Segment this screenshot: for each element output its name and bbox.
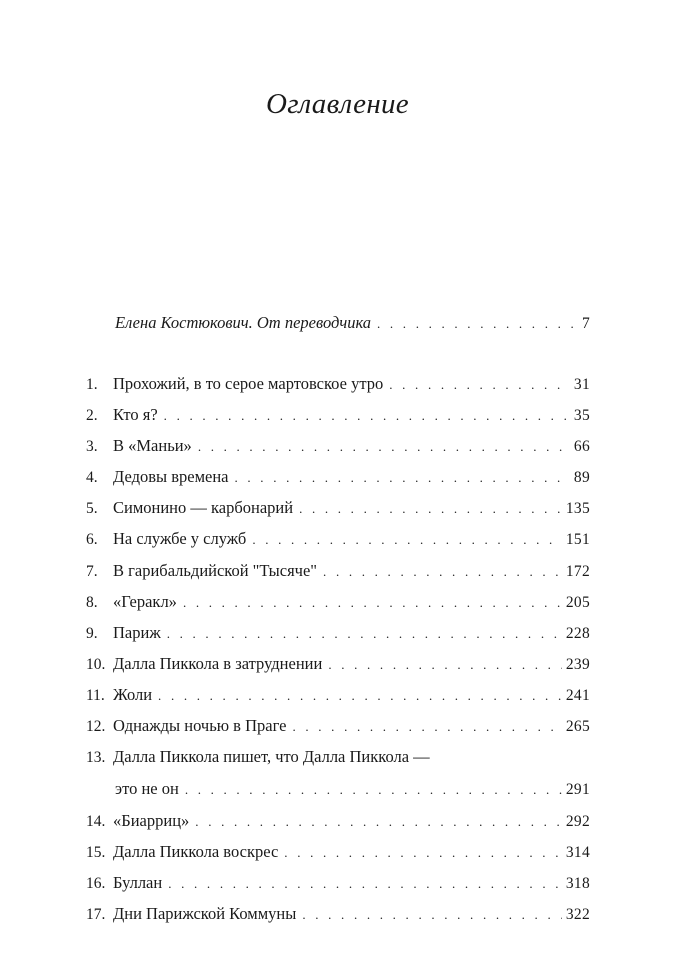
dot-leader	[168, 873, 562, 895]
chapter-title: Кто я?	[113, 405, 158, 424]
toc-entry[interactable]	[86, 497, 590, 519]
toc-page-number: 291	[565, 781, 590, 798]
chapter-number: 8.	[86, 594, 98, 611]
dot-leader	[158, 685, 562, 707]
chapter-number: 6.	[86, 531, 98, 548]
dot-leader	[183, 592, 562, 614]
chapter-title: Буллан	[113, 873, 163, 892]
toc-entry[interactable]	[86, 903, 590, 925]
dot-leader	[389, 374, 570, 396]
toc-entry[interactable]	[86, 746, 590, 768]
toc-page-number: 66	[573, 438, 590, 455]
chapter-number: 5.	[86, 500, 98, 517]
chapter-number: 1.	[86, 376, 98, 393]
toc-entry[interactable]	[86, 653, 590, 675]
chapter-number: 17.	[86, 906, 106, 923]
toc-page-number: 135	[565, 500, 590, 517]
toc-page-number: 241	[565, 687, 590, 704]
toc-entry[interactable]	[86, 373, 590, 395]
chapter-number: 14.	[86, 813, 106, 830]
toc-page-number: 151	[565, 531, 590, 548]
toc-page-number: 7	[581, 315, 590, 332]
chapter-title: В гарибальдийской "Тысяче"	[113, 561, 318, 580]
toc-entry[interactable]	[86, 622, 590, 644]
toc-page-number: 228	[565, 625, 590, 642]
chapter-number: 11.	[86, 687, 105, 704]
chapter-number: 15.	[86, 844, 106, 861]
toc-entry[interactable]	[86, 435, 590, 457]
dot-leader	[164, 405, 570, 427]
dot-leader	[167, 623, 562, 645]
dot-leader	[195, 811, 562, 833]
toc-entry[interactable]	[86, 528, 590, 550]
chapter-number: 7.	[86, 563, 98, 580]
chapter-title: Жоли	[113, 685, 153, 704]
dot-leader	[377, 313, 578, 335]
chapter-title: Симонино — карбонарий	[113, 498, 294, 517]
dot-leader	[302, 904, 562, 926]
chapter-title: Далла Пиккола пишет, что Далла Пиккола —	[113, 747, 430, 766]
chapter-number: 16.	[86, 875, 106, 892]
chapter-number: 9.	[86, 625, 98, 642]
chapter-title: Париж	[113, 623, 161, 642]
chapter-number: 10.	[86, 656, 106, 673]
toc-page-number: 292	[565, 813, 590, 830]
dot-leader	[328, 654, 562, 676]
toc-page-number: 172	[565, 563, 590, 580]
chapter-number: 13.	[86, 749, 106, 766]
toc-entry-continuation[interactable]	[115, 778, 590, 800]
dot-leader	[252, 529, 562, 551]
toc-page-number: 31	[573, 376, 590, 393]
toc-entry[interactable]	[86, 404, 590, 426]
chapter-title: «Биарриц»	[113, 811, 190, 830]
toc-entry[interactable]	[86, 810, 590, 832]
chapter-title: Дедовы времена	[113, 467, 229, 486]
chapter-title: Прохожий, в то серое мартовское утро	[113, 374, 384, 393]
page-title: Оглавление	[266, 88, 409, 120]
toc-page-number: 318	[565, 875, 590, 892]
chapter-title: Далла Пиккола воскрес	[113, 842, 279, 861]
toc-entry[interactable]	[86, 872, 590, 894]
dot-leader	[299, 498, 562, 520]
chapter-number: 12.	[86, 718, 106, 735]
toc-page-number: 35	[573, 407, 590, 424]
toc-entry[interactable]	[86, 715, 590, 737]
toc-page-number: 265	[565, 718, 590, 735]
toc-entry[interactable]	[86, 684, 590, 706]
toc-entry[interactable]	[86, 466, 590, 488]
chapter-title: Далла Пиккола в затруднении	[113, 654, 323, 673]
dot-leader	[323, 561, 562, 583]
toc-entry[interactable]	[86, 560, 590, 582]
toc-page-number: 89	[573, 469, 590, 486]
toc-page-number: 314	[565, 844, 590, 861]
toc-entry[interactable]	[86, 591, 590, 613]
chapter-title-continuation: это не он	[115, 779, 179, 798]
toc-foreword-title: Елена Костюкович. От переводчика	[115, 313, 371, 332]
dot-leader	[284, 842, 562, 864]
toc-page-number: 205	[565, 594, 590, 611]
chapter-title: «Геракл»	[113, 592, 177, 611]
chapter-title: Однажды ночью в Праге	[113, 716, 287, 735]
chapter-title: На службе у служб	[113, 529, 247, 548]
dot-leader	[198, 436, 570, 458]
chapter-title: В «Маньи»	[113, 436, 192, 455]
toc-foreword[interactable]	[115, 312, 590, 334]
dot-leader	[292, 716, 561, 738]
toc-page-number: 239	[565, 656, 590, 673]
chapter-number: 3.	[86, 438, 98, 455]
dot-leader	[235, 467, 570, 489]
toc-page-number: 322	[565, 906, 590, 923]
chapter-number: 2.	[86, 407, 98, 424]
chapter-title: Дни Парижской Коммуны	[113, 904, 297, 923]
dot-leader	[185, 779, 562, 801]
chapter-number: 4.	[86, 469, 98, 486]
toc-entry[interactable]	[86, 841, 590, 863]
